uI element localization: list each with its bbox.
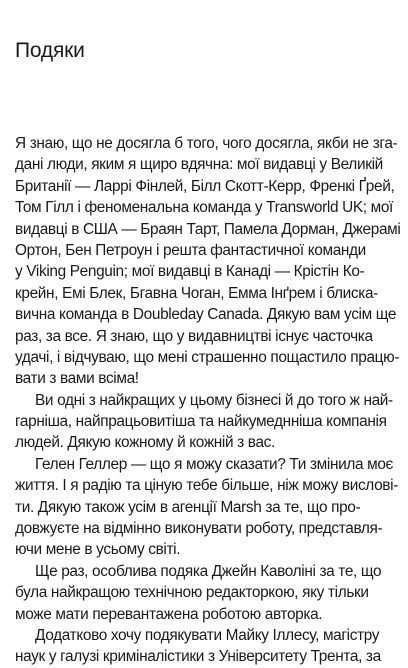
paragraph-2-line: людей. Дякую кожному й кожній з вас. [15,434,275,452]
paragraph-1-line: Том Гілл і феноменальна команда у Transworld UK; мої [15,199,393,217]
body-text [15,133,401,668]
paragraph-4-line: Ще раз, особлива подяка Джейн Каволіні за те, що [35,562,382,580]
paragraph-2-line: гарніша, найпрацьовитіша та найкумеднніша компанія [15,413,387,431]
paragraph-5-line: наук у галузі криміналістики з Університету Трента, за [15,648,381,666]
paragraph-1-line: Британії — Ларрі Фінлей, Білл Скотт-Керр, Френкі Ґрей, [15,177,395,195]
page-title: Подяки [15,39,85,62]
paragraph-1-line: Ортон, Бен Петроун і решта фантастичної команди [15,241,366,259]
paragraph-1-line: удачі, і відчуваю, що мені страшенно пощастило працю- [15,348,400,366]
paragraph-1-line: вична команда в Doubleday Canada. Дякую вам усім ще [15,306,397,324]
paragraph-1-line: дані люди, яким я щиро вдячна: мої видавці у Великій [15,156,383,174]
paragraph-4-line: може мати перевантажена роботою авторка. [15,605,323,623]
paragraph-2-line: Ви одні з найкращих у цьому бізнесі й до того ж най- [35,391,393,409]
paragraph-1-line: раз, за все. Я знаю, що у видавництві існує часточка [15,327,373,345]
paragraph-1-line: вати з вами всіма! [15,370,139,388]
paragraph-1-line: видавці в США — Браян Тарт, Памела Дорман, Джерамі [15,220,401,238]
paragraph-1-line: Я знаю, що не досягла б того, чого досягла, якби не зга- [15,135,398,152]
paragraph-3-line: довжуєте на відмінно виконувати роботу, представля- [15,520,383,538]
paragraph-3-line: Гелен Геллер — що я можу сказати? Ти змінила моє [35,455,394,473]
paragraph-3-line: ти. Дякую також усім в агенції Marsh за те, що про- [15,498,361,516]
paragraph-3-line: ючи мене в усьому світі. [15,541,181,559]
paragraph-4-line: була найкращою технічною редакторкою, яку тільки [15,584,369,602]
paragraph-1-line: у Viking Penguin; мої видавці в Канаді — Крістін Ко- [15,263,365,281]
paragraph-3-line: життя. І я радію та ціную тебе більше, ніж можу вислові- [15,477,398,495]
paragraph-5-line: Додатково хочу подякувати Майку Іллесу, магістру [35,626,380,644]
paragraph-1-line: крейн, Емі Блек, Бгавна Чоган, Емма Інґрем і блиска- [15,284,378,302]
